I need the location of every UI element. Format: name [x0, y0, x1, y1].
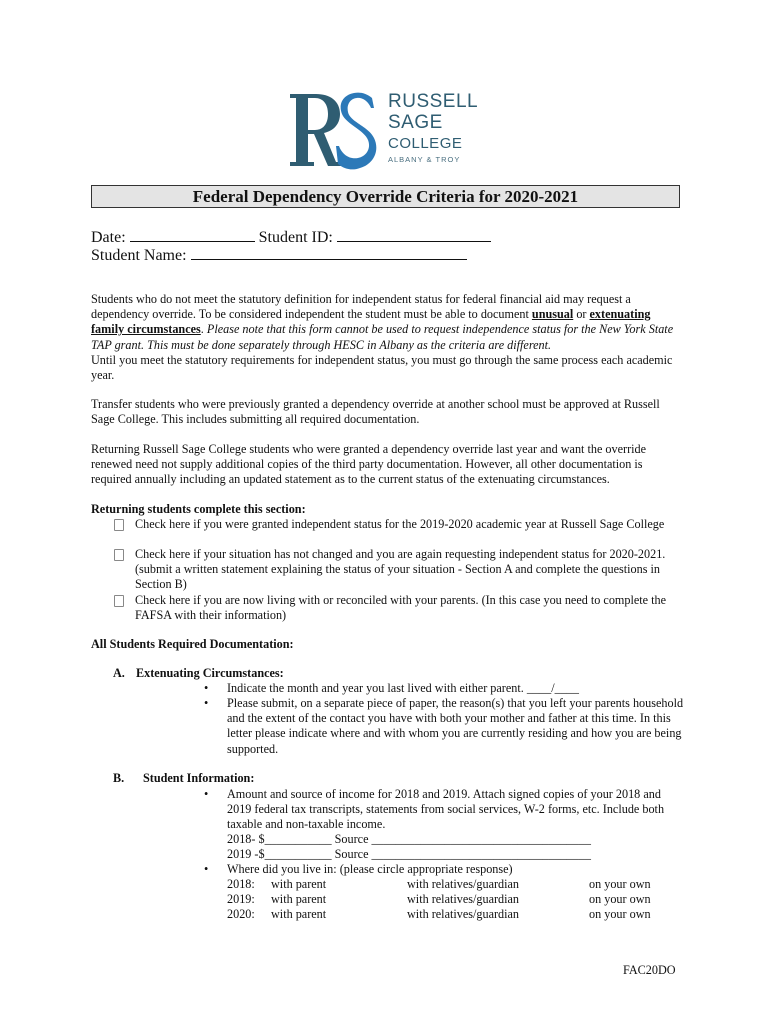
- student-name-field[interactable]: [191, 245, 467, 260]
- logo-location: ALBANY & TROY: [388, 155, 461, 164]
- bullet-icon: •: [204, 696, 209, 710]
- option-with-relatives[interactable]: with relatives/guardian: [407, 877, 520, 891]
- student-name-row: [91, 245, 467, 265]
- form-code: FAC20DO: [623, 963, 676, 977]
- tap-note: Please note that this form cannot be used to request independence status for the New York State TAP grant. This must be done separately through HESC in Albany as the criteria are different.: [91, 322, 674, 352]
- option-with-parent[interactable]: with parent: [271, 877, 327, 891]
- residence-year: 2020:: [227, 907, 255, 921]
- checkbox[interactable]: [114, 595, 124, 607]
- form-title: Federal Dependency Override Criteria for 2020-2021: [91, 185, 680, 208]
- returning-heading: Returning students complete this section:: [91, 502, 306, 516]
- logo-college: COLLEGE: [388, 135, 463, 152]
- income-2018-row[interactable]: 2018- $___________ Source ____________________________________: [227, 832, 591, 846]
- date-studentid-row: [91, 227, 491, 247]
- check-item-text: Check here if you are now living with or reconciled with your parents. (In this case you need to complete the FAFSA with their information): [135, 593, 667, 623]
- option-with-relatives[interactable]: with relatives/guardian: [407, 892, 520, 906]
- bullet-icon: •: [204, 681, 209, 695]
- logo-wordmark: [388, 92, 478, 164]
- student-id-field[interactable]: [337, 227, 491, 242]
- returning-paragraph: Returning Russell Sage College students who were granted a dependency override last year and want the override renewed need not supply additional copies of the third party documentation. However, all other documentation is required annually including an updated statement as to the current status of the extenuating circumstances.: [91, 442, 647, 487]
- extenuating-emphasis: extenuating family circumstances: [91, 307, 651, 337]
- section-a-title: Extenuating Circumstances:: [136, 666, 284, 680]
- unusual-emphasis: unusual: [531, 307, 574, 322]
- bullet-text: Indicate the month and year you last lived with either parent. ____/____: [227, 681, 579, 695]
- check-item-text: Check here if your situation has not changed and you are again requesting independent status for 2020-2021. (submit a written statement explaining the status of your situation - Section A and complete the questions in Section B): [135, 547, 666, 592]
- student-name-label: Student Name:: [91, 247, 187, 264]
- section-b-letter: B.: [113, 771, 125, 785]
- date-label: Date:: [91, 229, 126, 246]
- option-with-parent[interactable]: with parent: [271, 892, 327, 906]
- logo-sage: SAGE: [388, 112, 443, 133]
- date-field[interactable]: [130, 227, 255, 242]
- intro-paragraph: [91, 292, 683, 383]
- residence-year: 2018:: [227, 877, 255, 891]
- section-a-letter: A.: [113, 666, 125, 680]
- checkbox[interactable]: [114, 519, 124, 531]
- check-item-text: Check here if you were granted independent status for the 2019-2020 academic year at Russell Sage College: [135, 517, 665, 531]
- transfer-paragraph: Transfer students who were previously granted a dependency override at another school must be approved at Russell Sage College. This includes submitting all required documentation.: [91, 397, 660, 427]
- all-students-heading: All Students Required Documentation:: [91, 637, 294, 651]
- bullet-icon: •: [204, 787, 209, 801]
- intro-text-b: Until you meet the statutory requirements for independent status, you must go through the same process each academic year.: [91, 352, 673, 383]
- option-on-own[interactable]: on your own: [589, 907, 651, 921]
- residence-year: 2019:: [227, 892, 255, 906]
- intro-text-a: Students who do not meet the statutory definition for independent status for federal financial aid may request a dependency override. To be considered independent the student must be able to document: [91, 292, 631, 322]
- checkbox[interactable]: [114, 549, 124, 561]
- intro-dot: .: [200, 322, 207, 337]
- option-with-parent[interactable]: with parent: [271, 907, 327, 921]
- russell-sage-logo: [288, 88, 488, 172]
- option-on-own[interactable]: on your own: [589, 892, 651, 906]
- income-2019-row[interactable]: 2019 -$___________ Source ____________________________________: [227, 847, 591, 861]
- logo-russell: RUSSELL: [388, 91, 479, 112]
- bullet-text: Where did you live in: (please circle appropriate response): [227, 862, 513, 876]
- rs-monogram-icon: [288, 88, 384, 172]
- bullet-text: Please submit, on a separate piece of paper, the reason(s) that you left your parents household and the extent of the contact you have with both your mother and father at this time. In this letter please indicate where and with whom you are currently residing and how you are being supported.: [227, 696, 684, 756]
- intro-or: or: [573, 307, 590, 322]
- section-b-title: Student Information:: [143, 771, 255, 785]
- student-id-label: Student ID:: [258, 229, 333, 246]
- bullet-icon: •: [204, 862, 209, 876]
- bullet-text: Amount and source of income for 2018 and 2019. Attach signed copies of your 2018 and 2019 federal tax transcripts, statements from social services, W-2 forms, etc. Include both taxable and non-taxable income.: [227, 787, 665, 832]
- option-on-own[interactable]: on your own: [589, 877, 651, 891]
- option-with-relatives[interactable]: with relatives/guardian: [407, 907, 520, 921]
